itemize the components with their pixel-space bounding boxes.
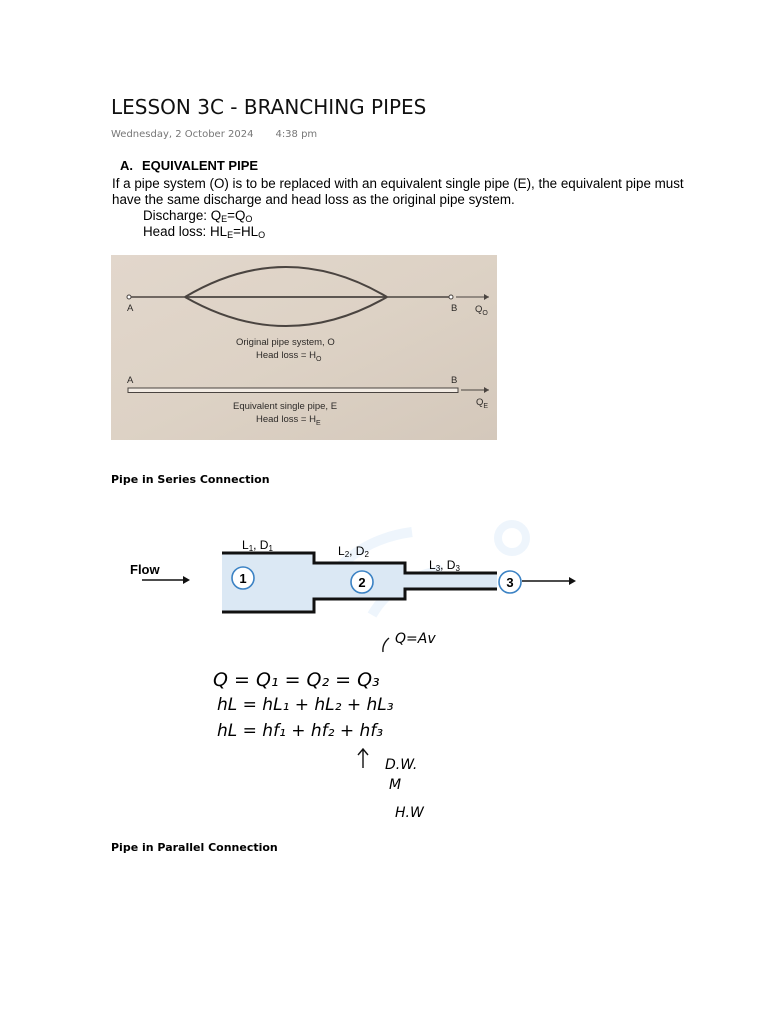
discharge-sub-o: O (245, 214, 253, 224)
headloss-sub-e: E (227, 230, 234, 240)
section-heading-equivalent-pipe (120, 158, 258, 173)
section-letter: A. (120, 158, 133, 173)
note-line-2: hL = hL₁ + hL₂ + hL₃ (217, 695, 394, 715)
headloss-formula (143, 224, 265, 240)
flow-label: Flow (130, 562, 160, 577)
flow-top-q: Q (475, 304, 483, 315)
discharge-label: Discharge: Q (143, 208, 222, 223)
node-1-label: 1 (239, 571, 247, 586)
point-a-top-label: A (127, 303, 134, 314)
discharge-formula (143, 208, 252, 224)
flow-bottom-sub: E (483, 402, 489, 410)
series-pipe-diagram (112, 520, 592, 625)
discharge-eq: =Q (227, 208, 246, 223)
method-hw: H.W (395, 805, 424, 821)
equivalent-caption-line-2 (256, 414, 321, 427)
note-line-3: hL = hf₁ + hf₂ + hf₃ (217, 721, 384, 741)
point-b-top-label: B (451, 303, 458, 314)
page-date: Wednesday, 2 October 2024 (111, 129, 254, 140)
handwritten-notes (205, 622, 455, 827)
discharge-sub-e: E (221, 214, 228, 224)
flow-top-sub: O (482, 309, 488, 317)
flow-top-label (475, 304, 488, 317)
node-2-label: 2 (358, 575, 366, 590)
point-a-bottom-label: A (127, 375, 134, 386)
headloss-sub-o: O (258, 230, 266, 240)
equivalent-caption-line-1: Equivalent single pipe, E (233, 401, 338, 412)
page-timestamp (111, 129, 317, 140)
equivalent-caption-sub: E (315, 419, 321, 427)
segment-1-label: L1, D1 (242, 538, 273, 553)
original-caption-text: Head loss = H (256, 350, 316, 361)
note-line-1: Q = Q₁ = Q₂ = Q₃ (213, 669, 380, 691)
flow-bottom-q: Q (476, 397, 484, 408)
page-time: 4:38 pm (275, 129, 318, 140)
section-heading-text: EQUIVALENT PIPE (142, 158, 259, 173)
segment-2-label: L2, D2 (338, 544, 369, 559)
headloss-eq: =HL (233, 224, 259, 239)
headloss-label: Head loss: HL (143, 224, 228, 239)
original-caption-line-2 (256, 350, 321, 363)
section-paragraph: If a pipe system (O) is to be replaced with an equivalent single pipe (E), the equivalent pipe must have the same discharge and head loss as the original pipe system. (112, 176, 684, 207)
page-title: LESSON 3C - BRANCHING PIPES (111, 95, 427, 119)
original-caption-line-1: Original pipe system, O (236, 337, 335, 348)
method-dw: D.W. (385, 757, 418, 773)
original-caption-sub: O (315, 355, 322, 363)
segment-3-label: L3, D3 (429, 558, 460, 573)
node-3-label: 3 (506, 575, 514, 590)
point-b-bottom-label: B (451, 375, 458, 386)
method-m: M (389, 777, 402, 793)
flow-bottom-label (476, 397, 488, 410)
equivalent-caption-text: Head loss = H (256, 414, 316, 425)
series-heading: Pipe in Series Connection (111, 473, 270, 486)
parallel-heading: Pipe in Parallel Connection (111, 841, 278, 854)
note-q-av: Q=Av (395, 631, 436, 647)
